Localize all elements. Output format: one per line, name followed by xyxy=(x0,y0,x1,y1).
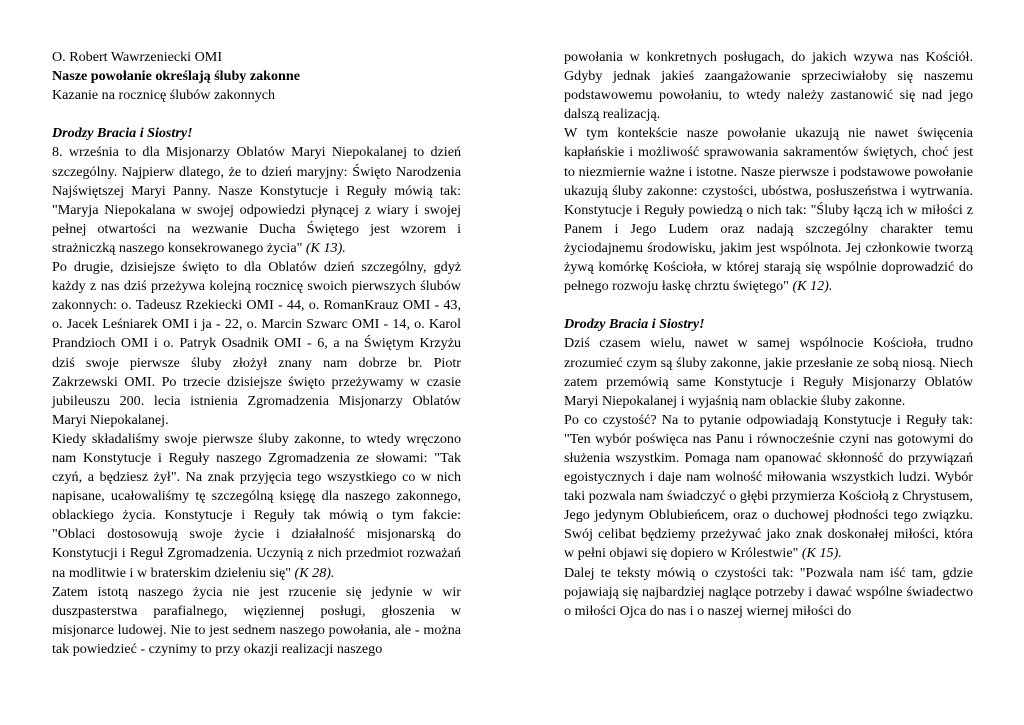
paragraph: Zatem istotą naszego życia nie jest rzucenie się jedynie w wir duszpasterstwa parafialnego, więziennej posługi, głoszenia w misjonarce ludowej. Nie to jest sednem naszego powołania, ale - można tak powiedzieć - czynimy to przy okazji realizacji naszego xyxy=(52,583,461,657)
right-column xyxy=(564,48,973,621)
salutation: Drodzy Bracia i Siostry! xyxy=(52,125,193,142)
citation: (K 12). xyxy=(788,278,833,295)
paragraph: Dalej te teksty mówią o czystości tak: "Pozwala nam iść tam, gdzie pojawiają się najbardziej naglące potrzeby i dawać wspólne świadectwo o miłości Ojca do nas i o naszej wiernej miłości do xyxy=(564,564,973,619)
paragraph xyxy=(564,411,973,564)
paragraph-text: Kiedy składaliśmy swoje pierwsze śluby zakonne, to wtedy wręczono nam Konstytucje i Reguły naszego Zgromadzenia ze słowami: "Tak czyń, a będziesz żył". Na znak przyjęcia tego wszystkiego co w nich napisane, ucałowaliśmy tę szczególną księgę dla naszego zakonnego, oblackiego życia. Konstytucje i Reguły tak mówią o tym fakcie: "Oblaci dostosowują swoje życie i działalność misjonarską do Konstytucji i Reguł Zgromadzenia. Uczynią z nich przedmiot rozważań na modlitwie i w braterskim dzieleniu się" xyxy=(52,430,461,581)
sermon-title: Nasze powołanie określają śluby zakonne xyxy=(52,68,300,85)
paragraph: Dziś czasem wielu, nawet w samej wspólnocie Kościoła, trudno zrozumieć czym są śluby zakonne, jakie przesłanie ze sobą niosą. Niech zatem przemówią same Konstytucje i Reguły Misjonarzy Oblatów Maryi Niepokalanej i wyjaśnią nam oblackie śluby zakonne. xyxy=(564,335,973,409)
paragraph-text: Po co czystość? Na to pytanie odpowiadają Konstytucje i Reguły tak: "Ten wybór poświęca nas Panu i równocześnie czyni nas gotowymi do służenia wszystkim. Pomaga nam opanować skłonność do przywiązań egoistycznych i daje nam wolność miłowania wszystkich ludzi. Wybór taki pozwala nam świadczyć o głębi przymierza Kościołą z Chrystusem, Jego jedynym Oblubieńcem, oraz o duchowej płodności tego związku. Swój celibat będziemy przeżywać jako znak doskonałej miłości, która w pełni objawi się dopiero w Królestwie" xyxy=(564,411,973,562)
left-column xyxy=(52,48,461,659)
citation: (K 13). xyxy=(302,239,346,256)
salutation: Drodzy Bracia i Siostry! xyxy=(564,316,705,333)
paragraph xyxy=(564,124,973,296)
citation: (K 28). xyxy=(291,564,335,581)
paragraph-gap xyxy=(564,296,973,315)
paragraph-text: W tym kontekście nasze powołanie ukazują nie nawet święcenia kapłańskie i możliwość sprawowania sakramentów świętych, choć jest to niezmiernie ważne i istotne. Nasze pierwsze i podstawowe powołanie ukazują śluby zakonne: czystości, ubóstwa, posłuszeństwa i wytrwania. Konstytucje i Reguły powiedzą o nich tak: "Śluby łączą ich w miłości z Panem i Jego Ludem oraz nadają szczególny charakter temu życiodajnemu środowisku, jakim jest wspólnota. Jej członkowie tworzą żywą komórkę Kościoła, w której starają się wspólnie doprowadzić do pełnego rozwoju łaskę chrztu świętego" xyxy=(564,125,973,295)
paragraph xyxy=(52,143,461,258)
paragraph-text: 8. września to dla Misjonarzy Oblatów Maryi Niepokalanej to dzień szczególny. Najpierw dlatego, że to dzień maryjny: Święto Narodzenia Najświętszej Maryi Panny. Nasze Konstytucje i Reguły mówią tak: "Maryja Niepokalana w swojej odpowiedzi płynącej z wiary i swojej pełnej otwartości na wezwanie Ducha Świętego jest wzorem i strażniczką naszego konsekrowanego życia" xyxy=(52,144,461,256)
sermon-subtitle: Kazanie na rocznicę ślubów zakonnych xyxy=(52,87,276,104)
author-line: O. Robert Wawrzeniecki OMI xyxy=(52,49,223,65)
paragraph xyxy=(52,430,461,583)
paragraph: Po drugie, dzisiejsze święto to dla Oblatów dzień szczególny, gdyż każdy z nas dziś przeżywa kolejną rocznicę swoich pierwszych ślubów zakonnych: o. Tadeusz Rzekiecki OMI - 44, o. RomanKrauz OMI - 43, o. Jacek Leśniarek OMI i ja - 22, o. Marcin Szwarc OMI - 14, o. Karol Prandzioch OMI i o. Patryk Osadnik OMI - 6, a na Świętym Krzyżu dziś swoje pierwsze śluby złożył znany nam dobrze br. Piotr Zakrzewski OMI. Po trzecie dzisiejsze święto przeżywamy w czasie jubileuszu 200. lecia istnienia Zgromadzenia Misjonarzy Oblatów Maryi Niepokalanej. xyxy=(52,259,461,428)
paragraph-gap xyxy=(52,105,461,124)
paragraph: powołania w konkretnych posługach, do jakich wzywa nas Kościół. Gdyby jednak jakieś zaangażowanie sprzeciwiałoby się naszemu podstawowemu powołaniu, to wtedy należy zastanowić się nad jego dalszą realizacją. xyxy=(564,49,973,123)
citation: (K 15). xyxy=(798,545,842,562)
